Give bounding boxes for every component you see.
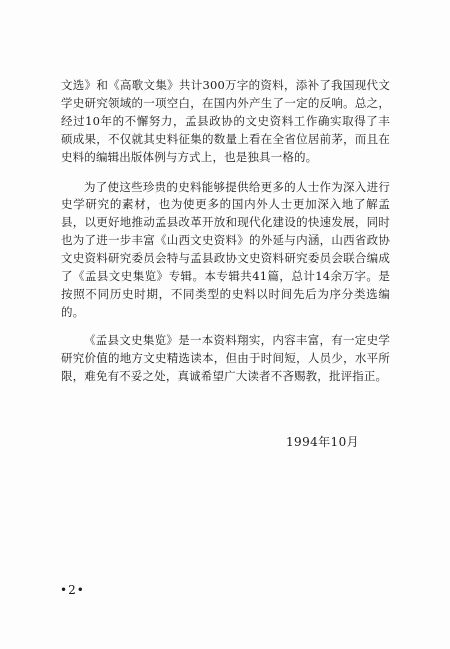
page-number: •2• (60, 583, 85, 597)
paragraph-closing: 《孟县文史集览》是一本资料翔实，内容丰富，有一定史学研究价值的地方文史精选读本，但由于时间短，人员少，水平所限，难免有不妥之处，真诚希望广大读者不吝赐教，批评指正。 (61, 332, 390, 383)
paragraph-continuation: 文选》和《高歌文集》共计300万字的资料，添补了我国现代文学史研究领域的一项空白，在国内外产生了一定的反响。总之，经过10年的不懈努力，孟县政协的文史资料工作确实取得了丰硕成果，不仅就其史料征集的数量上看在全省位居前茅，而且在史料的编辑出版体例与方式上，也是独具一格的。 (61, 78, 390, 164)
paragraph-purpose: 为了使这些珍贵的史料能够提供给更多的人士作为深入进行史学研究的素材，也为使更多的国内外人士更加深入地了解孟县，以更好地推动孟县改革开放和现代化建设的快速发展，同时也为了进一步丰富《山西文史资料》的外延与内涵，山西省政协文史资料研究委员会特与孟县政协文史资料研究委员会联合编成了《孟县文史集览》专辑。本专辑共41篇，总计14余万字。是按照不同历史时期，不同类型的史料以时间先后为序分类选编的。 (61, 179, 390, 319)
date-signature: 1994年10月 (286, 435, 360, 449)
body-text (61, 77, 390, 386)
